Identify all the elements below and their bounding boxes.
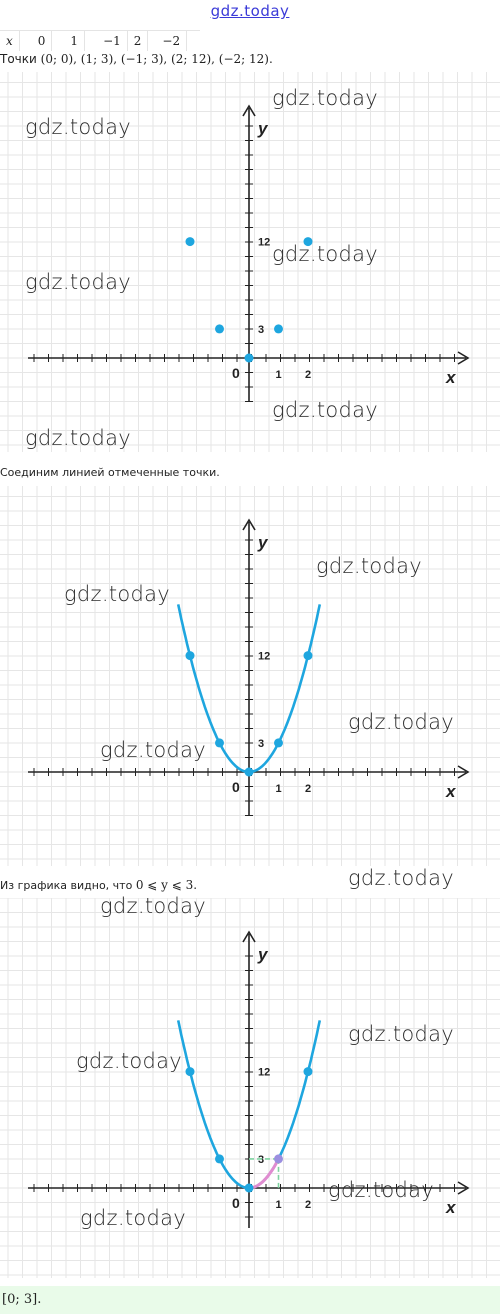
watermark: gdz.today	[100, 738, 207, 762]
data-point	[215, 324, 224, 333]
watermark: gdz.today	[348, 866, 455, 890]
table-cell: 1	[52, 31, 85, 51]
watermark: gdz.today	[272, 398, 379, 422]
watermark: gdz.today	[80, 1206, 187, 1230]
watermark: gdz.today	[328, 1178, 435, 1202]
watermark: gdz.today	[316, 554, 423, 578]
table-cell: −1	[85, 31, 128, 51]
graph-parabola	[0, 486, 500, 866]
y-tick-label: 12	[258, 650, 271, 663]
data-point	[274, 1154, 283, 1163]
x-tick-label: 1	[275, 783, 282, 795]
y-tick-label: 12	[258, 1066, 271, 1079]
site-link[interactable]: gdz.today	[210, 2, 290, 20]
graph-highlight-svg	[0, 898, 500, 1278]
answer-box: [0; 3].	[0, 1286, 500, 1314]
data-point	[274, 324, 283, 333]
y-tick-label: 3	[258, 323, 265, 336]
y-axis-label: y	[258, 945, 268, 964]
table-cell-x: x	[0, 31, 20, 51]
watermark: gdz.today	[25, 426, 132, 450]
x-tick-label: 1	[275, 1199, 282, 1211]
y-tick-label: 12	[258, 236, 271, 249]
y-axis-label: y	[258, 533, 268, 552]
data-point	[274, 738, 283, 747]
values-table	[0, 30, 200, 51]
data-point	[215, 1154, 224, 1163]
table-cell: 2	[128, 31, 149, 51]
points-list: (0; 0), (1; 3), (−1; 3), (2; 12), (−2; 12).	[40, 52, 273, 66]
watermark: gdz.today	[25, 115, 132, 139]
watermark: gdz.today	[272, 86, 379, 110]
data-point	[186, 237, 195, 246]
points-text	[0, 52, 273, 66]
watermark: gdz.today	[348, 710, 455, 734]
caption-range-math: 0 ⩽ y ⩽ 3.	[135, 878, 198, 892]
table-cell: 0	[20, 31, 53, 51]
x-tick-label: 1	[275, 369, 282, 381]
origin-label: 0	[232, 365, 240, 381]
x-axis-label: x	[446, 1198, 456, 1217]
x-tick-label: 2	[305, 369, 312, 381]
watermark: gdz.today	[25, 270, 132, 294]
data-point	[186, 1067, 195, 1076]
watermark: gdz.today	[76, 1049, 183, 1073]
data-point	[245, 354, 254, 363]
caption-range	[0, 878, 197, 892]
graph-highlight	[0, 898, 500, 1278]
caption-range-lead: Из графика видно, что	[0, 879, 133, 892]
x-tick-label: 2	[305, 1199, 312, 1211]
caption-connect: Соединим линией отмеченные точки.	[0, 466, 220, 479]
origin-label: 0	[232, 779, 240, 795]
data-point	[304, 1067, 313, 1076]
data-point	[186, 651, 195, 660]
x-axis-label: x	[446, 368, 456, 387]
x-tick-label: 2	[305, 783, 312, 795]
y-tick-label: 3	[258, 1153, 265, 1166]
watermark: gdz.today	[64, 582, 171, 606]
x-axis-label: x	[446, 782, 456, 801]
data-point	[245, 1184, 254, 1193]
table-cell: −2	[148, 31, 187, 51]
data-point	[304, 651, 313, 660]
watermark: gdz.today	[348, 1022, 455, 1046]
watermark: gdz.today	[100, 894, 207, 918]
graph-parabola-svg	[0, 486, 500, 866]
points-lead: Точки	[0, 52, 37, 66]
y-axis-label: y	[258, 119, 268, 138]
origin-label: 0	[232, 1195, 240, 1211]
data-point	[215, 738, 224, 747]
y-tick-label: 3	[258, 737, 265, 750]
watermark: gdz.today	[272, 242, 379, 266]
data-point	[245, 768, 254, 777]
